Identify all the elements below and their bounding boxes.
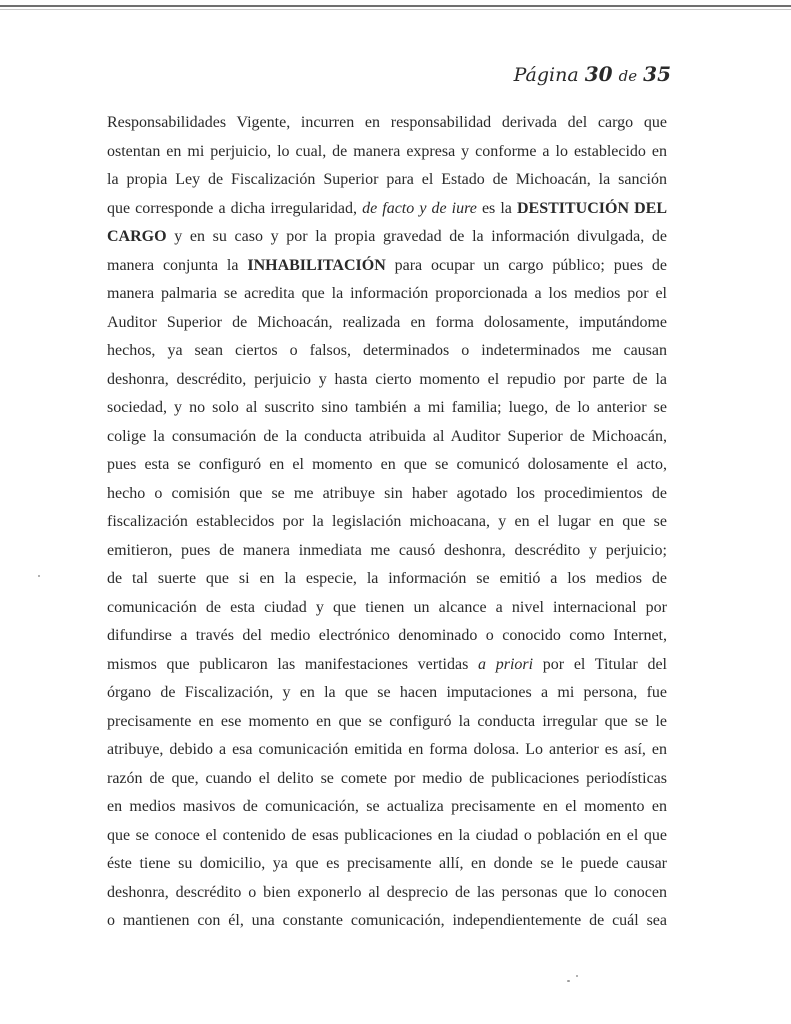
body-text-line bbox=[107, 736, 667, 765]
body-text-line bbox=[107, 337, 667, 366]
body-text-line bbox=[107, 765, 667, 794]
body-text-line bbox=[107, 166, 667, 195]
body-text-line bbox=[107, 537, 667, 566]
text-segment: para ocupar un cargo público; pues de bbox=[385, 256, 668, 274]
text-segment: comunicación de esta ciudad y que tienen un alcance a nivel internacional por bbox=[107, 598, 667, 616]
text-segment: y en su caso y por la propia gravedad de la información divulgada, de bbox=[166, 228, 667, 245]
bold-text: CARGO bbox=[107, 228, 167, 245]
body-text-line bbox=[107, 451, 667, 480]
body-text-line bbox=[107, 138, 667, 167]
body-text-line bbox=[107, 850, 667, 879]
text-segment: ostentan en mi perjuicio, lo cual, de manera expresa y conforme a lo establecido en bbox=[107, 142, 667, 160]
body-text-line bbox=[107, 565, 667, 594]
body-text-line bbox=[107, 594, 667, 623]
text-segment: colige la consumación de la conducta atribuida al Auditor Superior de Michoacán, bbox=[107, 427, 667, 445]
text-segment: mismos que publicaron las manifestaciones vertidas bbox=[107, 655, 479, 673]
body-text-line bbox=[107, 423, 667, 452]
scan-speck bbox=[38, 575, 40, 577]
text-segment: precisamente en ese momento en que se configuró la conducta irregular que se le bbox=[107, 712, 667, 730]
body-text-line bbox=[107, 480, 667, 509]
page-number-header bbox=[514, 62, 671, 86]
body-text-line bbox=[107, 366, 667, 395]
italic-text: a priori bbox=[478, 655, 534, 673]
text-segment: o mantienen con él, una constante comunicación, independientemente de cuál sea bbox=[107, 912, 667, 929]
text-segment: difundirse a través del medio electrónico denominado o conocido como Internet, bbox=[107, 627, 667, 644]
italic-text: de facto y de iure bbox=[362, 199, 477, 217]
text-segment: la propia Ley de Fiscalización Superior para el Estado de Michoacán, la sanción bbox=[107, 171, 667, 188]
body-text-line bbox=[107, 679, 667, 708]
text-segment: deshonra, descrédito, perjuicio y hasta cierto momento el repudio por parte de la bbox=[107, 370, 667, 388]
scan-speck bbox=[567, 980, 570, 982]
page-of: de bbox=[618, 67, 638, 85]
body-text-line bbox=[107, 309, 667, 338]
body-text-line bbox=[107, 195, 667, 224]
top-border-rule-thin bbox=[0, 9, 791, 10]
top-border-rule bbox=[0, 5, 791, 7]
bold-text: DESTITUCIÓN DEL bbox=[516, 199, 667, 217]
bold-text: INHABILITACIÓN bbox=[247, 256, 386, 274]
text-segment: Auditor Superior de Michoacán, realizada en forma dolosamente, imputándome bbox=[107, 313, 667, 331]
text-segment: fiscalización establecidos por la legislación michoacana, y en el lugar en que se bbox=[107, 513, 667, 530]
body-text-line bbox=[107, 280, 667, 309]
body-text-line bbox=[107, 394, 667, 423]
text-segment: órgano de Fiscalización, y en la que se hacen imputaciones a mi persona, fue bbox=[107, 684, 667, 701]
document-body bbox=[107, 109, 667, 936]
text-segment: Responsabilidades Vigente, incurren en responsabilidad derivada del cargo que bbox=[107, 114, 667, 131]
body-text-line bbox=[107, 252, 667, 281]
text-segment: manera conjunta la bbox=[107, 256, 248, 274]
text-segment: pues esta se configuró en el momento en que se comunicó dolosamente el acto, bbox=[107, 456, 667, 473]
text-segment: de tal suerte que si en la especie, la información se emitió a los medios de bbox=[107, 570, 667, 587]
body-text-line bbox=[107, 822, 667, 851]
body-text-line bbox=[107, 651, 667, 680]
text-segment: que corresponde a dicha irregularidad, bbox=[107, 199, 363, 217]
text-segment: hechos, ya sean ciertos o falsos, determinados o indeterminados me causan bbox=[107, 342, 667, 359]
body-text-line bbox=[107, 622, 667, 651]
body-text-line bbox=[107, 109, 667, 138]
body-text-line bbox=[107, 793, 667, 822]
text-segment: éste tiene su domicilio, ya que es precisamente allí, en donde se le puede causar bbox=[107, 855, 667, 872]
text-segment: atribuye, debido a esa comunicación emitida en forma dolosa. Lo anterior es así, en bbox=[107, 741, 667, 758]
text-segment: manera palmaria se acredita que la información proporcionada a los medios por el bbox=[107, 285, 667, 302]
text-segment: hecho o comisión que se me atribuye sin haber agotado los procedimientos de bbox=[107, 484, 667, 502]
page-total: 35 bbox=[643, 62, 671, 86]
body-text-line bbox=[107, 223, 667, 252]
body-text-line bbox=[107, 708, 667, 737]
text-segment: por el Titular del bbox=[533, 655, 667, 673]
scan-speck bbox=[576, 975, 578, 977]
body-text-line bbox=[107, 907, 667, 936]
text-segment: razón de que, cuando el delito se comete por medio de publicaciones periodísticas bbox=[107, 769, 667, 787]
body-text-line bbox=[107, 508, 667, 537]
text-segment: sociedad, y no solo al suscrito sino también a mi familia; luego, de lo anterior se bbox=[107, 399, 667, 416]
text-segment: emitieron, pues de manera inmediata me causó deshonra, descrédito y perjuicio; bbox=[107, 541, 667, 559]
text-segment: deshonra, descrédito o bien exponerlo al desprecio de las personas que lo conocen bbox=[107, 883, 667, 901]
text-segment: que se conoce el contenido de esas publicaciones en la ciudad o población en el que bbox=[107, 826, 667, 844]
page-current: 30 bbox=[584, 62, 613, 86]
body-text-line bbox=[107, 879, 667, 908]
page-label: Página bbox=[513, 64, 579, 86]
text-segment: es la bbox=[476, 199, 517, 217]
text-segment: en medios masivos de comunicación, se actualiza precisamente en el momento en bbox=[107, 798, 667, 815]
